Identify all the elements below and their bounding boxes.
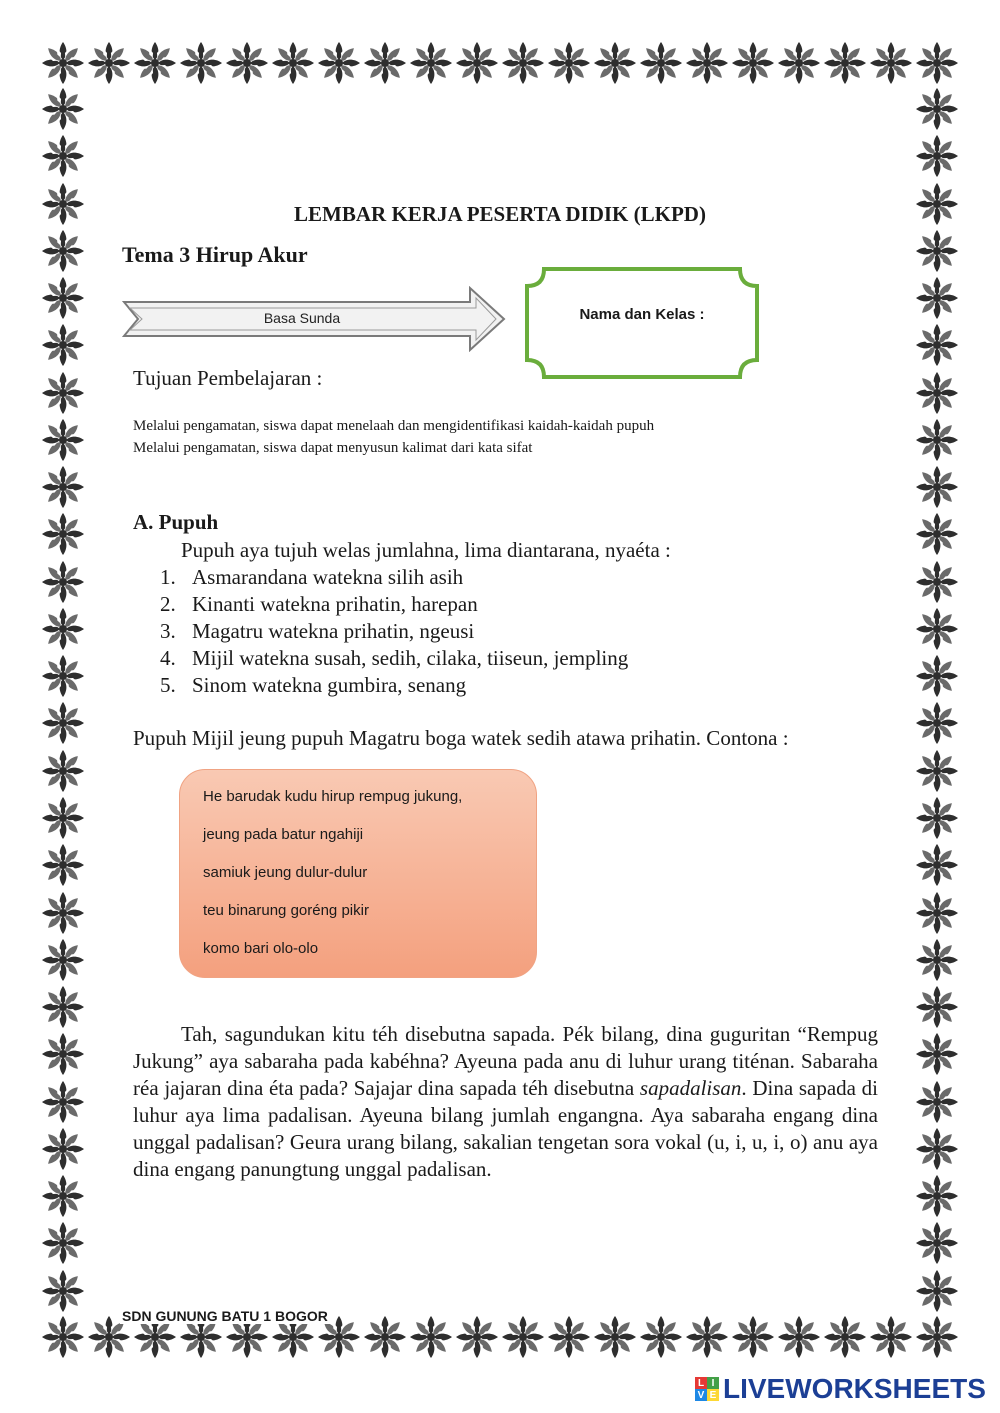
poem-box: [179, 769, 537, 978]
ornament-icon: [316, 40, 362, 86]
ornament-icon: [40, 322, 86, 368]
ornament-icon: [914, 370, 960, 416]
poem-line: samiuk jeung dulur-dulur: [203, 864, 368, 881]
list-text: Magatru watekna prihatin, ngeusi: [192, 619, 475, 643]
explanation-paragraph: [133, 1021, 878, 1183]
objectives-heading: Tujuan Pembelajaran :: [133, 366, 323, 390]
ornament-icon: [362, 40, 408, 86]
ornament-icon: [914, 86, 960, 132]
list-number: 3.: [160, 619, 176, 643]
list-number: 1.: [160, 565, 176, 589]
ornament-icon: [776, 40, 822, 86]
ornament-icon: [868, 1314, 914, 1360]
ornament-icon: [914, 937, 960, 983]
subject-label: Basa Sunda: [263, 310, 341, 326]
ornament-icon: [914, 1126, 960, 1172]
ornament-icon: [40, 700, 86, 746]
ornament-icon: [914, 1220, 960, 1266]
ornament-icon: [40, 890, 86, 936]
ornament-icon: [914, 748, 960, 794]
ornament-icon: [224, 40, 270, 86]
decorative-border-top: [40, 40, 960, 86]
logo-letter: L: [695, 1377, 707, 1389]
name-class-box[interactable]: [524, 266, 760, 380]
ornament-icon: [914, 275, 960, 321]
theme-heading: Tema 3 Hirup Akur: [122, 242, 308, 267]
ornament-icon: [408, 1314, 454, 1360]
mijil-magatru-text: Pupuh Mijil jeung pupuh Magatru boga watek sedih atawa prihatin. Contona :: [133, 726, 789, 750]
ornament-icon: [914, 1079, 960, 1125]
subject-arrow-banner: [122, 286, 506, 352]
ornament-icon: [914, 606, 960, 652]
ornament-icon: [914, 842, 960, 888]
list-number: 2.: [160, 592, 176, 616]
paragraph-text-2: . Dina sapada di luhur aya lima padalisan. Ayeuna bilang jumlah engangna. Aya sabaraha engang dina unggal padalisan? Geura urang bilang, sakalian tengetan sora vokal (u, i, u, i, o) anu aya dina engang panungtung unggal padalisan.: [133, 1076, 878, 1181]
ornament-icon: [638, 1314, 684, 1360]
ornament-icon: [776, 1314, 822, 1360]
ornament-icon: [684, 1314, 730, 1360]
ornament-icon: [86, 40, 132, 86]
poem-line: He barudak kudu hirup rempug jukung,: [203, 788, 463, 805]
name-box-frame: [524, 266, 760, 380]
list-item: [160, 564, 628, 591]
ornament-icon: [40, 1079, 86, 1125]
ornament-icon: [40, 1031, 86, 1077]
section-a-intro: Pupuh aya tujuh welas jumlahna, lima diantarana, nyaéta :: [181, 538, 671, 562]
liveworksheets-logo-icon: [695, 1377, 719, 1401]
ornament-icon: [822, 40, 868, 86]
ornament-icon: [546, 1314, 592, 1360]
logo-letter: V: [695, 1389, 707, 1401]
ornament-icon: [592, 1314, 638, 1360]
list-item: [160, 591, 628, 618]
liveworksheets-text: LIVEWORKSHEETS: [723, 1373, 986, 1404]
ornament-icon: [40, 937, 86, 983]
ornament-icon: [40, 40, 86, 86]
ornament-icon: [914, 511, 960, 557]
ornament-icon: [40, 1314, 86, 1360]
ornament-icon: [914, 1314, 960, 1360]
ornament-icon: [132, 40, 178, 86]
ornament-icon: [500, 1314, 546, 1360]
ornament-icon: [914, 1031, 960, 1077]
ornament-icon: [914, 890, 960, 936]
ornament-icon: [40, 133, 86, 179]
ornament-icon: [40, 1173, 86, 1219]
list-number: 5.: [160, 673, 176, 697]
ornament-icon: [40, 1268, 86, 1314]
ornament-icon: [40, 1126, 86, 1172]
ornament-icon: [500, 40, 546, 86]
ornament-icon: [546, 40, 592, 86]
ornament-icon: [40, 86, 86, 132]
list-text: Asmarandana watekna silih asih: [192, 565, 464, 589]
ornament-icon: [638, 40, 684, 86]
ornament-icon: [914, 795, 960, 841]
objective-item: Melalui pengamatan, siswa dapat menyusun kalimat dari kata sifat: [133, 440, 533, 456]
ornament-icon: [914, 322, 960, 368]
ornament-icon: [914, 228, 960, 274]
ornament-icon: [40, 228, 86, 274]
pupuh-list: [160, 564, 628, 699]
ornament-icon: [40, 275, 86, 321]
list-item: [160, 618, 628, 645]
ornament-icon: [914, 417, 960, 463]
list-number: 4.: [160, 646, 176, 670]
ornament-icon: [592, 40, 638, 86]
ornament-icon: [40, 370, 86, 416]
section-a-heading: A. Pupuh: [133, 510, 219, 534]
decorative-border-left: [40, 86, 86, 1314]
ornament-icon: [40, 653, 86, 699]
ornament-icon: [40, 984, 86, 1030]
poem-line: jeung pada batur ngahiji: [203, 826, 364, 843]
worksheet-title: LEMBAR KERJA PESERTA DIDIK (LKPD): [294, 202, 706, 226]
ornament-icon: [822, 1314, 868, 1360]
ornament-icon: [730, 40, 776, 86]
list-text: Kinanti watekna prihatin, harepan: [192, 592, 478, 616]
logo-letter: I: [707, 1377, 719, 1389]
list-text: Sinom watekna gumbira, senang: [192, 673, 467, 697]
ornament-icon: [178, 40, 224, 86]
logo-letter: E: [707, 1389, 719, 1401]
list-text: Mijil watekna susah, sedih, cilaka, tiiseun, jempling: [192, 646, 629, 670]
objective-item: Melalui pengamatan, siswa dapat menelaah dan mengidentifikasi kaidah-kaidah pupuh: [133, 418, 655, 434]
ornament-icon: [362, 1314, 408, 1360]
ornament-icon: [40, 1220, 86, 1266]
name-class-label: Nama dan Kelas :: [579, 306, 705, 323]
ornament-icon: [40, 559, 86, 605]
list-item: [160, 645, 628, 672]
list-item: [160, 672, 628, 699]
ornament-icon: [454, 40, 500, 86]
decorative-border-right: [914, 86, 960, 1314]
ornament-icon: [914, 40, 960, 86]
ornament-icon: [40, 842, 86, 888]
ornament-icon: [914, 133, 960, 179]
ornament-icon: [914, 1173, 960, 1219]
ornament-icon: [40, 511, 86, 557]
ornament-icon: [40, 464, 86, 510]
ornament-icon: [914, 700, 960, 746]
liveworksheets-watermark: [695, 1372, 986, 1406]
ornament-icon: [684, 40, 730, 86]
ornament-icon: [868, 40, 914, 86]
ornament-icon: [914, 1268, 960, 1314]
poem-line: komo bari olo-olo: [203, 940, 319, 957]
ornament-icon: [408, 40, 454, 86]
ornament-icon: [40, 748, 86, 794]
paragraph-text-1: Tah, sagundukan kitu téh disebutna sapada. Pék bilang, dina guguritan “Rempug Jukung” aya sabaraha pada kabéhna? Ayeuna pada anu di luhur urang titénan. Sabaraha réa jajaran dina éta pada? Sajajar dina sapada téh disebutna: [133, 1022, 878, 1100]
ornament-icon: [454, 1314, 500, 1360]
ornament-icon: [914, 559, 960, 605]
ornament-icon: [914, 653, 960, 699]
ornament-icon: [914, 984, 960, 1030]
paragraph-italic-term: sapadalisan: [639, 1076, 742, 1100]
ornament-icon: [730, 1314, 776, 1360]
school-footer: SDN GUNUNG BATU 1 BOGOR: [122, 1308, 328, 1324]
poem-line: teu binarung goréng pikir: [203, 902, 369, 919]
ornament-icon: [40, 417, 86, 463]
ornament-icon: [40, 606, 86, 652]
ornament-icon: [914, 464, 960, 510]
ornament-icon: [270, 40, 316, 86]
ornament-icon: [40, 795, 86, 841]
